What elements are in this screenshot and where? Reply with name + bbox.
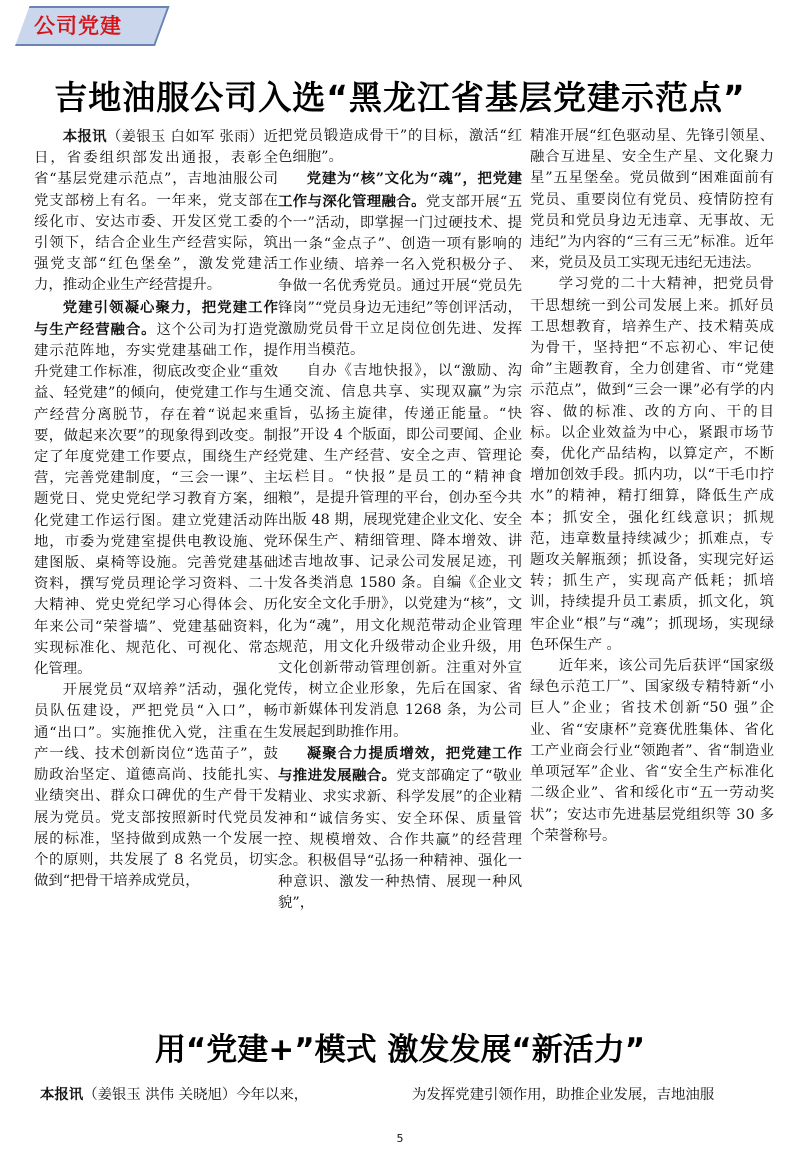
paragraph-text: 精准开展“红色驱动星、先锋引领星、融合互进星、安全生产星、文化聚力星”五星堡垒。党员做到“困难面前有党员、重要岗位有党员、疫情防控有党员和党员身边无违章、无事故、无违纪”为内容的“三有三无”标准。近年来，党员及员工实现无违纪无违法。 (530, 128, 774, 272)
paragraph (530, 126, 774, 274)
article1-title: 吉地油服公司入选“黑龙江省基层党建示范点” (54, 78, 746, 117)
paragraph (278, 361, 522, 743)
paragraph (34, 680, 278, 892)
paragraph-lead: 本报讯 (62, 128, 107, 145)
paragraph-text: 这个公司为打造党建示范阵地，夯实党建基础工作，提升党建工作标准，彻底改变企业“重效益、轻党建”的倾向，使党建工作与生产经营分离脱节，存在着“说起来重要，做起来次要”的现象得到改变。制定了年度党建工作要点，围绕生产经营，完善党建制度，“三会一课”、主题党日、党史党纪学习教育方案，细化党建工作运行图。建立党建活动阵地，市委为党建室提供电教设施、党建图版、桌椅等设施。完善党建基础资料，撰写党员理论学习资料、二十大精神、党史党纪学习心得体会、历年来公司“荣誉墙”、党建基础资料，实现标准化、规范化、可视化、常态化管理。 (34, 321, 278, 678)
paragraph (278, 743, 522, 915)
page-number: 5 (396, 1132, 404, 1145)
section-header (0, 0, 800, 50)
paragraph-text: 把党员锻造成骨干”的目标，激活“红色细胞”。 (278, 128, 522, 166)
article2-byline-left (40, 1084, 308, 1106)
byline-lead: 本报讯 (40, 1086, 84, 1103)
section-tag-label: 公司党建 (34, 14, 122, 38)
paragraph (34, 297, 278, 681)
paragraph (278, 168, 522, 361)
paragraph-text: 学习党的二十大精神，把党员骨干思想统一到公司发展上来。抓好员工思想教育，培养生产、技术精英成为骨干，坚持把“不忘初心、牢记使命”主题教育，全力创建省、市“党建示范点”，做到“三会一课”必有学的内容、做的标准、改的方向、干的目标。以企业效益为中心，紧跟市场节奏，优化产品结构，以算定产，不断增加创效手段。抓内功，以“干毛巾拧水”的精神，精打细算，降低生产成本；抓安全，强化红线意识；抓规范，违章数量持续减少；抓难点，专题攻关解瓶颈；抓设备，实现完好运转；抓生产，实现高产低耗；抓培训，持续提升员工素质，抓文化，筑牢企业“根”与“魂”；抓现场，实现绿色环保生产 。 (530, 276, 774, 653)
paragraph (530, 274, 774, 656)
paragraph-text: （姜银玉 白如军 张雨）近日，省委组织部发出通报，表彰全省“基层党建示范点”，吉地油服公司党支部榜上有名。一年来，党支部在绥化市、安达市委、开发区党工委的引领下，结合企业生产经营实际，筑强党支部“红色堡垒”，激发党建活力，推动企业生产经营提升。 (34, 129, 278, 294)
article1-column-1 (34, 126, 278, 1006)
article2-byline-right: 为发挥党建引领作用，助推企业发展，吉地油服 (412, 1087, 715, 1103)
paragraph (34, 126, 278, 297)
article1-column-2 (278, 126, 522, 1006)
paragraph (530, 656, 774, 847)
paragraph-lead: 党建为“核”文化为“魂”，把党建工作与深化管理融合。 (278, 170, 522, 210)
paragraph-text: 自办《吉地快报》，以“激励、沟通交流、信息共享、实现双赢”为宗旨，弘扬主旋律，传递正能量。“快报”开设 4 个版面，即公司要闻、企业党建、生产经营、安全之声、管理论坛栏目。“快报”是员工的“精神食粮”，是提升管理的平台，创办至今共出版 48 期，展现党建企业文化、安全环保生产、精细管理、降本增效、讲述吉地故事、记录公司发展足迹，刊发各类消息 1580 条。自编《企业文化安全文化手册》，以党建为“核”，文化为“魂”，用文化规范带动企业管理规范，用文化升级带动企业升级，用文化创新带动管理创新。注重对外宣传，树立企业形象，先后在国家、省市新媒体刊发消息 1268 条，为公司发展起到助推作用。 (278, 363, 522, 740)
paragraph (278, 126, 522, 168)
paragraph-text: 党支部确定了“敬业精业、求实求新、科学发展”的企业精神和“诚信务实、安全环保、质量管控、规模增效、合作共赢”的经营理念。积极倡导“弘扬一种精神、强化一种意识、激发一种热情、展现一种风貌”， (278, 768, 522, 912)
paragraph-text: 开展党员“双培养”活动，强化党员队伍建设，严把党员“入口”，畅通“出口”。实施推优入党，注重在生产一线、技术创新岗位“选苗子”，鼓励政治坚定、道德高尚、技能扎实、业绩突出、群众口碑优的生产骨干发展为党员。党支部按照新时代党员发展的标准，坚持做到成熟一个发展一个的原则，共发展了 8 名党员，切实做到“把骨干培养成党员， (34, 682, 278, 890)
paragraph-text: 党支部开展“五个一”活动，即掌握一门过硬技术、提出一条“金点子”、创造一项有影响的工作业绩、培养一名入党积极分子、争做一名优秀党员。通过开展“党员先锋岗”“党员身边无违纪”等创评活动，激励党员骨干立足岗位创先进、发挥作用当模范。 (278, 193, 522, 359)
paragraph-lead: 凝聚合力提质增效，把党建工作与推进发展融合。 (278, 744, 522, 785)
article2-byline (0, 1084, 800, 1108)
article1-column-3 (530, 126, 774, 1006)
article2-title: 用“党建+”模式 激发发展“新活力” (154, 1032, 646, 1068)
byline-authors: （姜银玉 洪伟 关晓旭）今年以来， (83, 1087, 309, 1103)
paragraph-lead: 党建引领凝心聚力，把党建工作与生产经营融合。 (34, 298, 278, 338)
paragraph-text: 近年来，该公司先后获评“国家级绿色示范工厂”、国家级专精特新“小巨人”企业；省技术创新“50 强”企业、省“安康杯”竞赛优胜集体、省化工产业商会行业“领跑者”、省“制造业单项冠军”企业、省“安全生产标准化二级企业”、省和绥化市“五一劳动奖状”；安达市先进基层党组织等 30 多个荣誉称号。 (530, 658, 774, 844)
